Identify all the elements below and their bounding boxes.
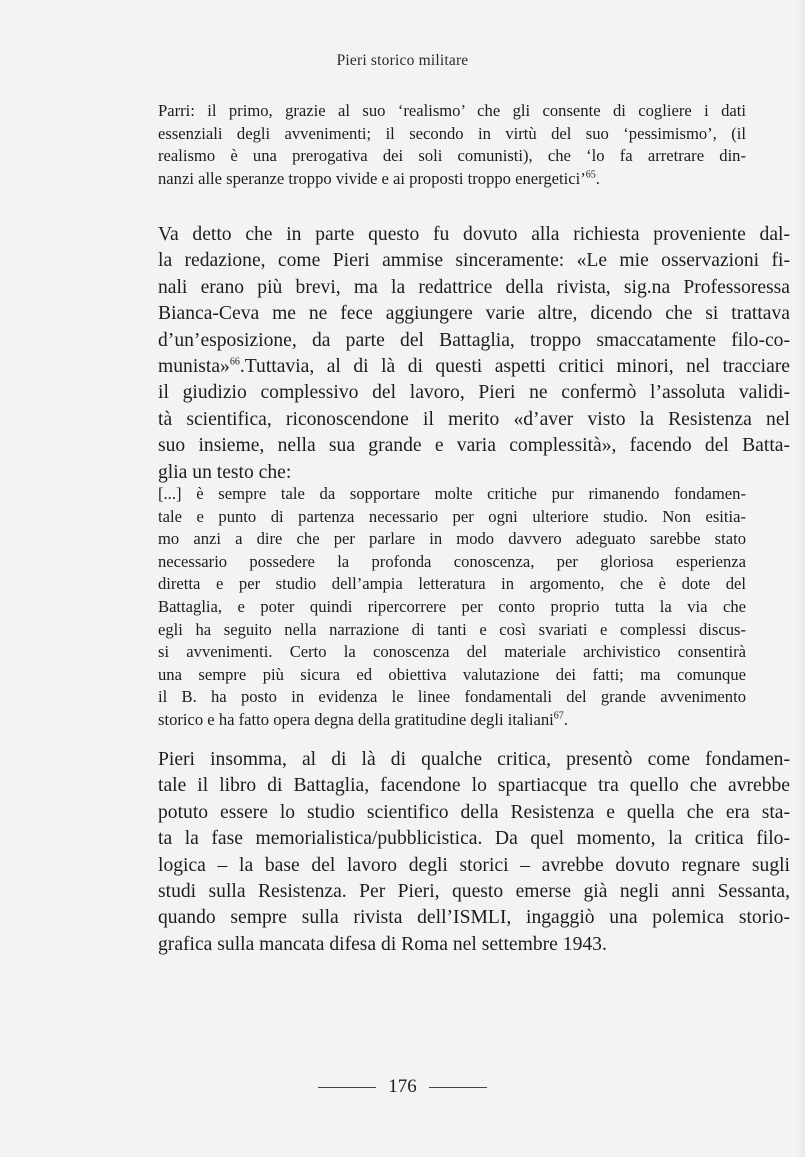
text-line	[158, 168, 746, 191]
text-line	[158, 709, 746, 732]
paragraph-redazione	[158, 222, 790, 486]
text-line: si avvenimenti. Certo la conoscenza del materiale archivistico consentirà	[158, 642, 746, 662]
text-line: Bianca-Ceva me ne fece aggiungere varie altre, dicendo che si trattava	[158, 303, 790, 325]
text-line: necessario possedere la profonda conoscenza, per gloriosa esperienza	[158, 551, 746, 571]
text-line: d’un’esposizione, da parte del Battaglia, troppo smaccatamente filo-co-	[158, 329, 790, 351]
text-line: diretta e per studio dell’ampia letteratura in argomento, che è dote del	[158, 574, 746, 594]
text-line: logica – la base del lavoro degli storici – avrebbe dovuto regnare sugli	[158, 854, 790, 876]
running-head: Pieri storico militare	[336, 52, 469, 69]
text-line: Parri: il primo, grazie al suo ‘realismo’ che gli consente di cogliere i dati	[158, 101, 746, 120]
text-line: Battaglia, e poter quindi ripercorrere per conto proprio tutta la via che	[158, 596, 746, 616]
punctuation: .	[563, 709, 568, 729]
text-line: tale e punto di partenza necessario per ogni ulteriore studio. Non esitia-	[158, 506, 746, 526]
text-line: egli ha seguito nella narrazione di tanti e così svariati e complessi discus-	[158, 619, 746, 639]
page-number: 176	[388, 1076, 417, 1097]
text-fragment: nanzi alle speranze troppo vivide e ai proposti troppo energetici’	[158, 168, 586, 188]
text-fragment: munista»	[158, 356, 230, 378]
footnote-ref-65: 65	[585, 169, 596, 181]
paragraph-conclusion	[158, 747, 790, 958]
block-quote-pieri	[158, 483, 746, 732]
text-line: glia un testo che:	[158, 461, 292, 483]
punctuation: .	[595, 168, 600, 188]
text-line: nali erano più brevi, ma la redattrice della rivista, sig.na Professoressa	[158, 276, 790, 298]
footnote-ref-67: 67	[553, 710, 564, 722]
text-line: una sempre più sicura ed obiettiva valutazione dei fatti; ma comunque	[158, 664, 746, 684]
text-line: tà scientifica, riconoscendone il merito «d’aver visto la Resistenza nel	[158, 408, 790, 430]
text-line: il giudizio complessivo del lavoro, Pieri ne confermò l’assoluta validi-	[158, 382, 790, 404]
text-line: la redazione, come Pieri ammise sinceramente: «Le mie osservazioni fi-	[158, 250, 790, 272]
text-line: potuto essere lo studio scientifico della Resistenza e quella che era sta-	[158, 801, 790, 823]
text-line: ta la fase memorialistica/pubblicistica. Da quel momento, la critica filo-	[158, 828, 790, 850]
text-line	[158, 354, 790, 380]
text-line: Pieri insomma, al di là di qualche critica, presentò come fondamen-	[158, 749, 790, 770]
footnote-ref-66: 66	[229, 356, 240, 368]
text-line: [...] è sempre tale da sopportare molte critiche pur rimanendo fondamen-	[158, 484, 746, 503]
text-line: mo anzi a dire che per parlare in modo davvero adeguato sarebbe stato	[158, 529, 746, 549]
folio-rule-right	[429, 1087, 487, 1088]
text-line: il B. ha posto in evidenza le linee fondamentali del grande avvenimento	[158, 687, 746, 707]
text-line: quando sempre sulla rivista dell’ISMLI, ingaggiò una polemica storio-	[158, 907, 790, 929]
text-line: studi sulla Resistenza. Per Pieri, questo emerse già negli anni Sessanta,	[158, 881, 790, 903]
page-number-footer	[0, 1076, 805, 1098]
page-edge-shadow	[795, 0, 805, 1157]
text-fragment: .Tuttavia, al di là di questi aspetti critici minori, nel tracciare	[239, 356, 790, 378]
text-line: essenziali degli avvenimenti; il secondo in virtù del suo ‘pessimismo’, (il	[158, 123, 746, 143]
text-line: Va detto che in parte questo fu dovuto alla richiesta proveniente dal-	[158, 224, 790, 245]
folio-rule-left	[318, 1087, 376, 1088]
text-line: realismo è una prerogativa dei soli comunisti), che ‘lo fa arretrare din-	[158, 146, 746, 166]
text-line: grafica sulla mancata difesa di Roma nel settembre 1943.	[158, 933, 607, 955]
text-line: tale il libro di Battaglia, facendone lo spartiacque tra quello che avrebbe	[158, 775, 790, 797]
block-quote-parri	[158, 100, 746, 190]
text-fragment: storico e ha fatto opera degna della gratitudine degli italiani	[158, 709, 554, 729]
text-line: suo insieme, nella sua grande e varia complessità», facendo del Batta-	[158, 435, 790, 457]
